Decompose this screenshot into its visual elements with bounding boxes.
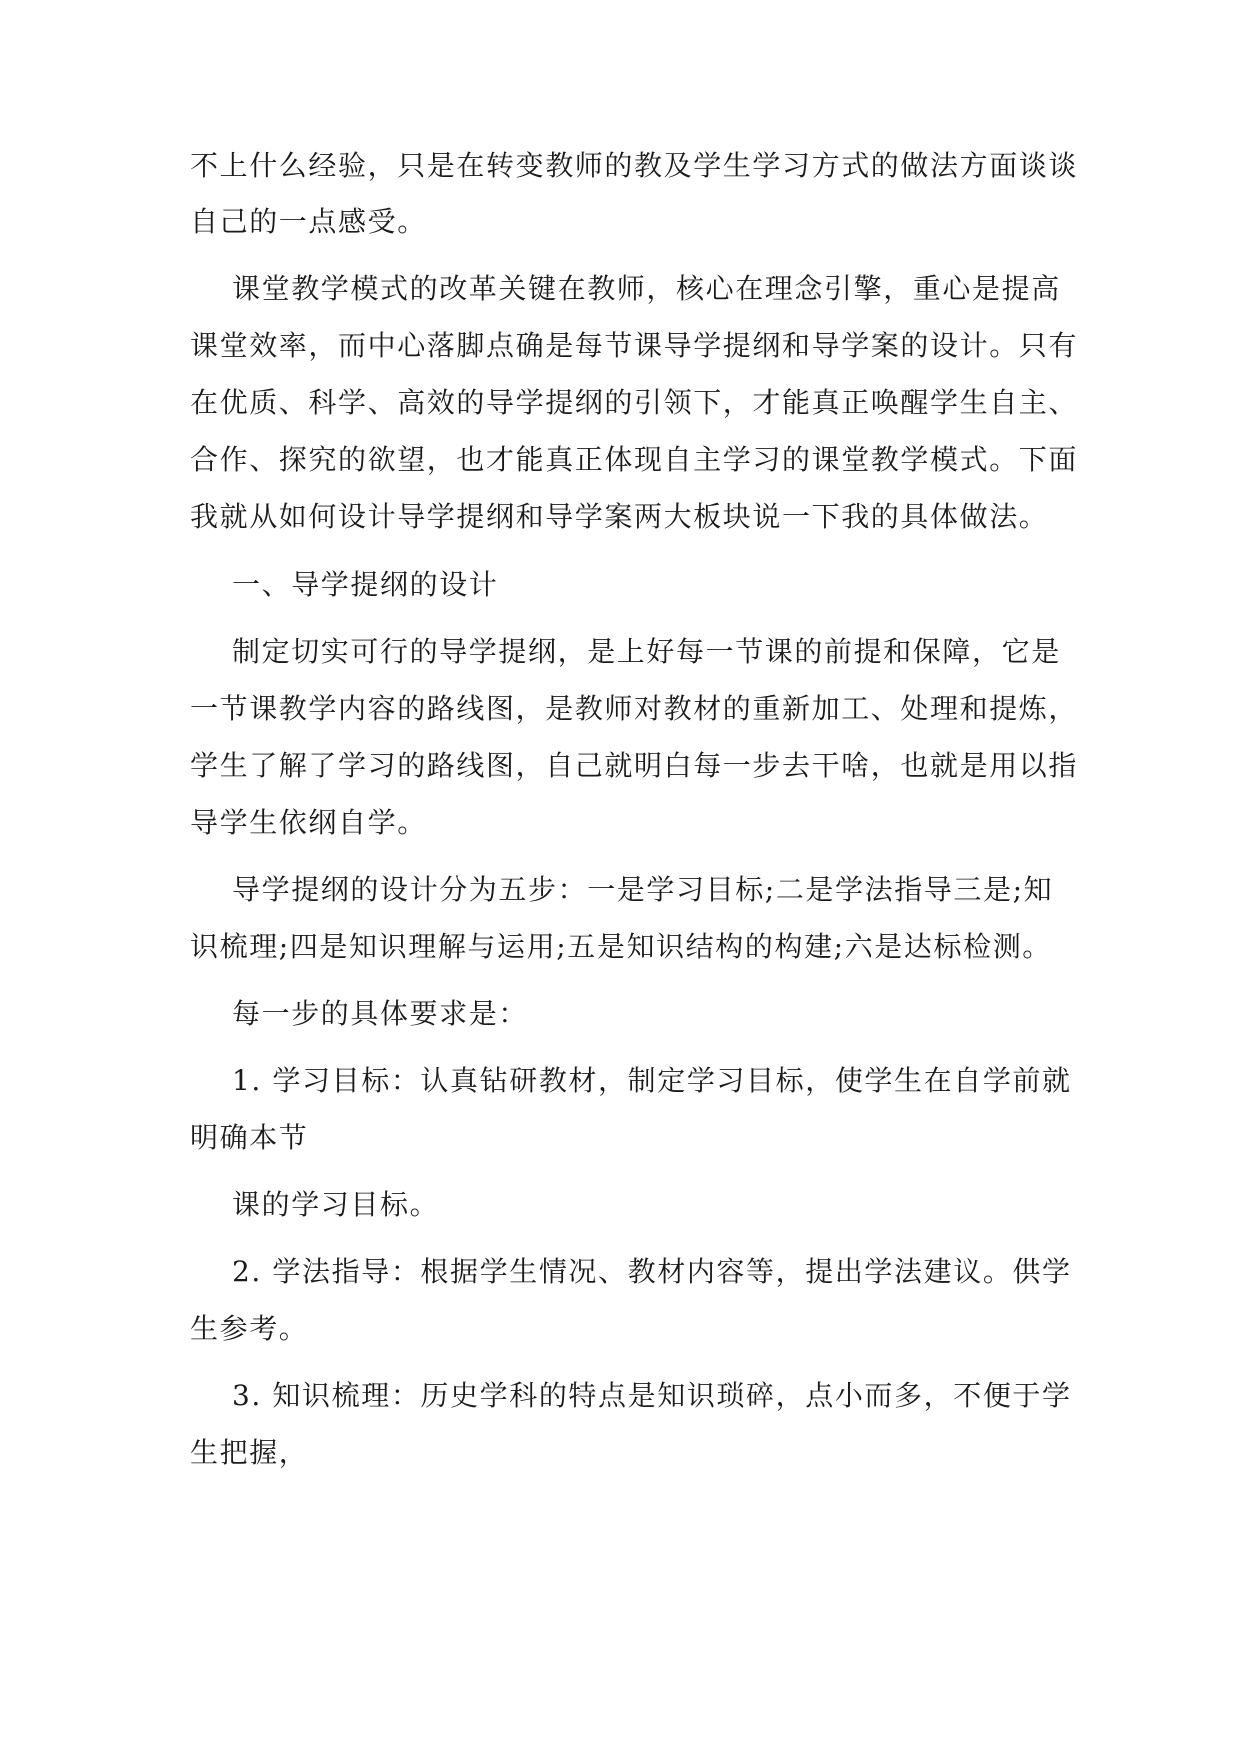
paragraph-line: 自己的一点感受。 (190, 205, 427, 238)
paragraph-line: 我就从如何设计导学提纲和导学案两大板块说一下我的具体做法。 (190, 500, 1049, 533)
list-item-line: 生参考。 (190, 1312, 309, 1345)
list-item-line: 课的学习目标。 (232, 1188, 440, 1221)
paragraph-line: 导学提纲的设计分为五步：一是学习目标;二是学法指导三是;知 (232, 873, 1054, 906)
list-item-line: 3. 知识梳理：历史学科的特点是知识琐碎，点小而多，不便于学 (232, 1379, 1072, 1412)
paragraph-line: 课堂效率，而中心落脚点确是每节课导学提纲和导学案的设计。只有 (190, 329, 1079, 362)
paragraph-line: 制定切实可行的导学提纲，是上好每一节课的前提和保障，它是 (232, 635, 1061, 668)
paragraph-line: 不上什么经验，只是在转变教师的教及学生学习方式的做法方面谈谈 (190, 149, 1079, 182)
paragraph-line: 课堂教学模式的改革关键在教师，核心在理念引擎，重心是提高 (232, 272, 1061, 305)
paragraph-line: 每一步的具体要求是： (232, 997, 529, 1030)
paragraph-line: 识梳理;四是知识理解与运用;五是知识结构的构建;六是达标检测。 (190, 930, 1052, 963)
list-item-line: 1. 学习目标：认真钻研教材，制定学习目标，使学生在自学前就 (232, 1064, 1072, 1097)
paragraph-line: 合作、探究的欲望，也才能真正体现自主学习的课堂教学模式。下面 (190, 443, 1079, 476)
list-item-line: 生把握， (190, 1436, 309, 1469)
section-heading: 一、导学提纲的设计 (232, 568, 499, 601)
list-item-line: 2. 学法指导：根据学生情况、教材内容等，提出学法建议。供学 (232, 1255, 1072, 1288)
paragraph-line: 在优质、科学、高效的导学提纲的引领下，才能真正唤醒学生自主、 (190, 386, 1079, 419)
list-item-line: 明确本节 (190, 1121, 309, 1154)
paragraph-line: 学生了解了学习的路线图，自己就明白每一步去干啥，也就是用以指 (190, 749, 1079, 782)
paragraph-line: 一节课教学内容的路线图，是教师对教材的重新加工、处理和提炼， (190, 692, 1079, 725)
paragraph-line: 导学生依纲自学。 (190, 806, 427, 839)
